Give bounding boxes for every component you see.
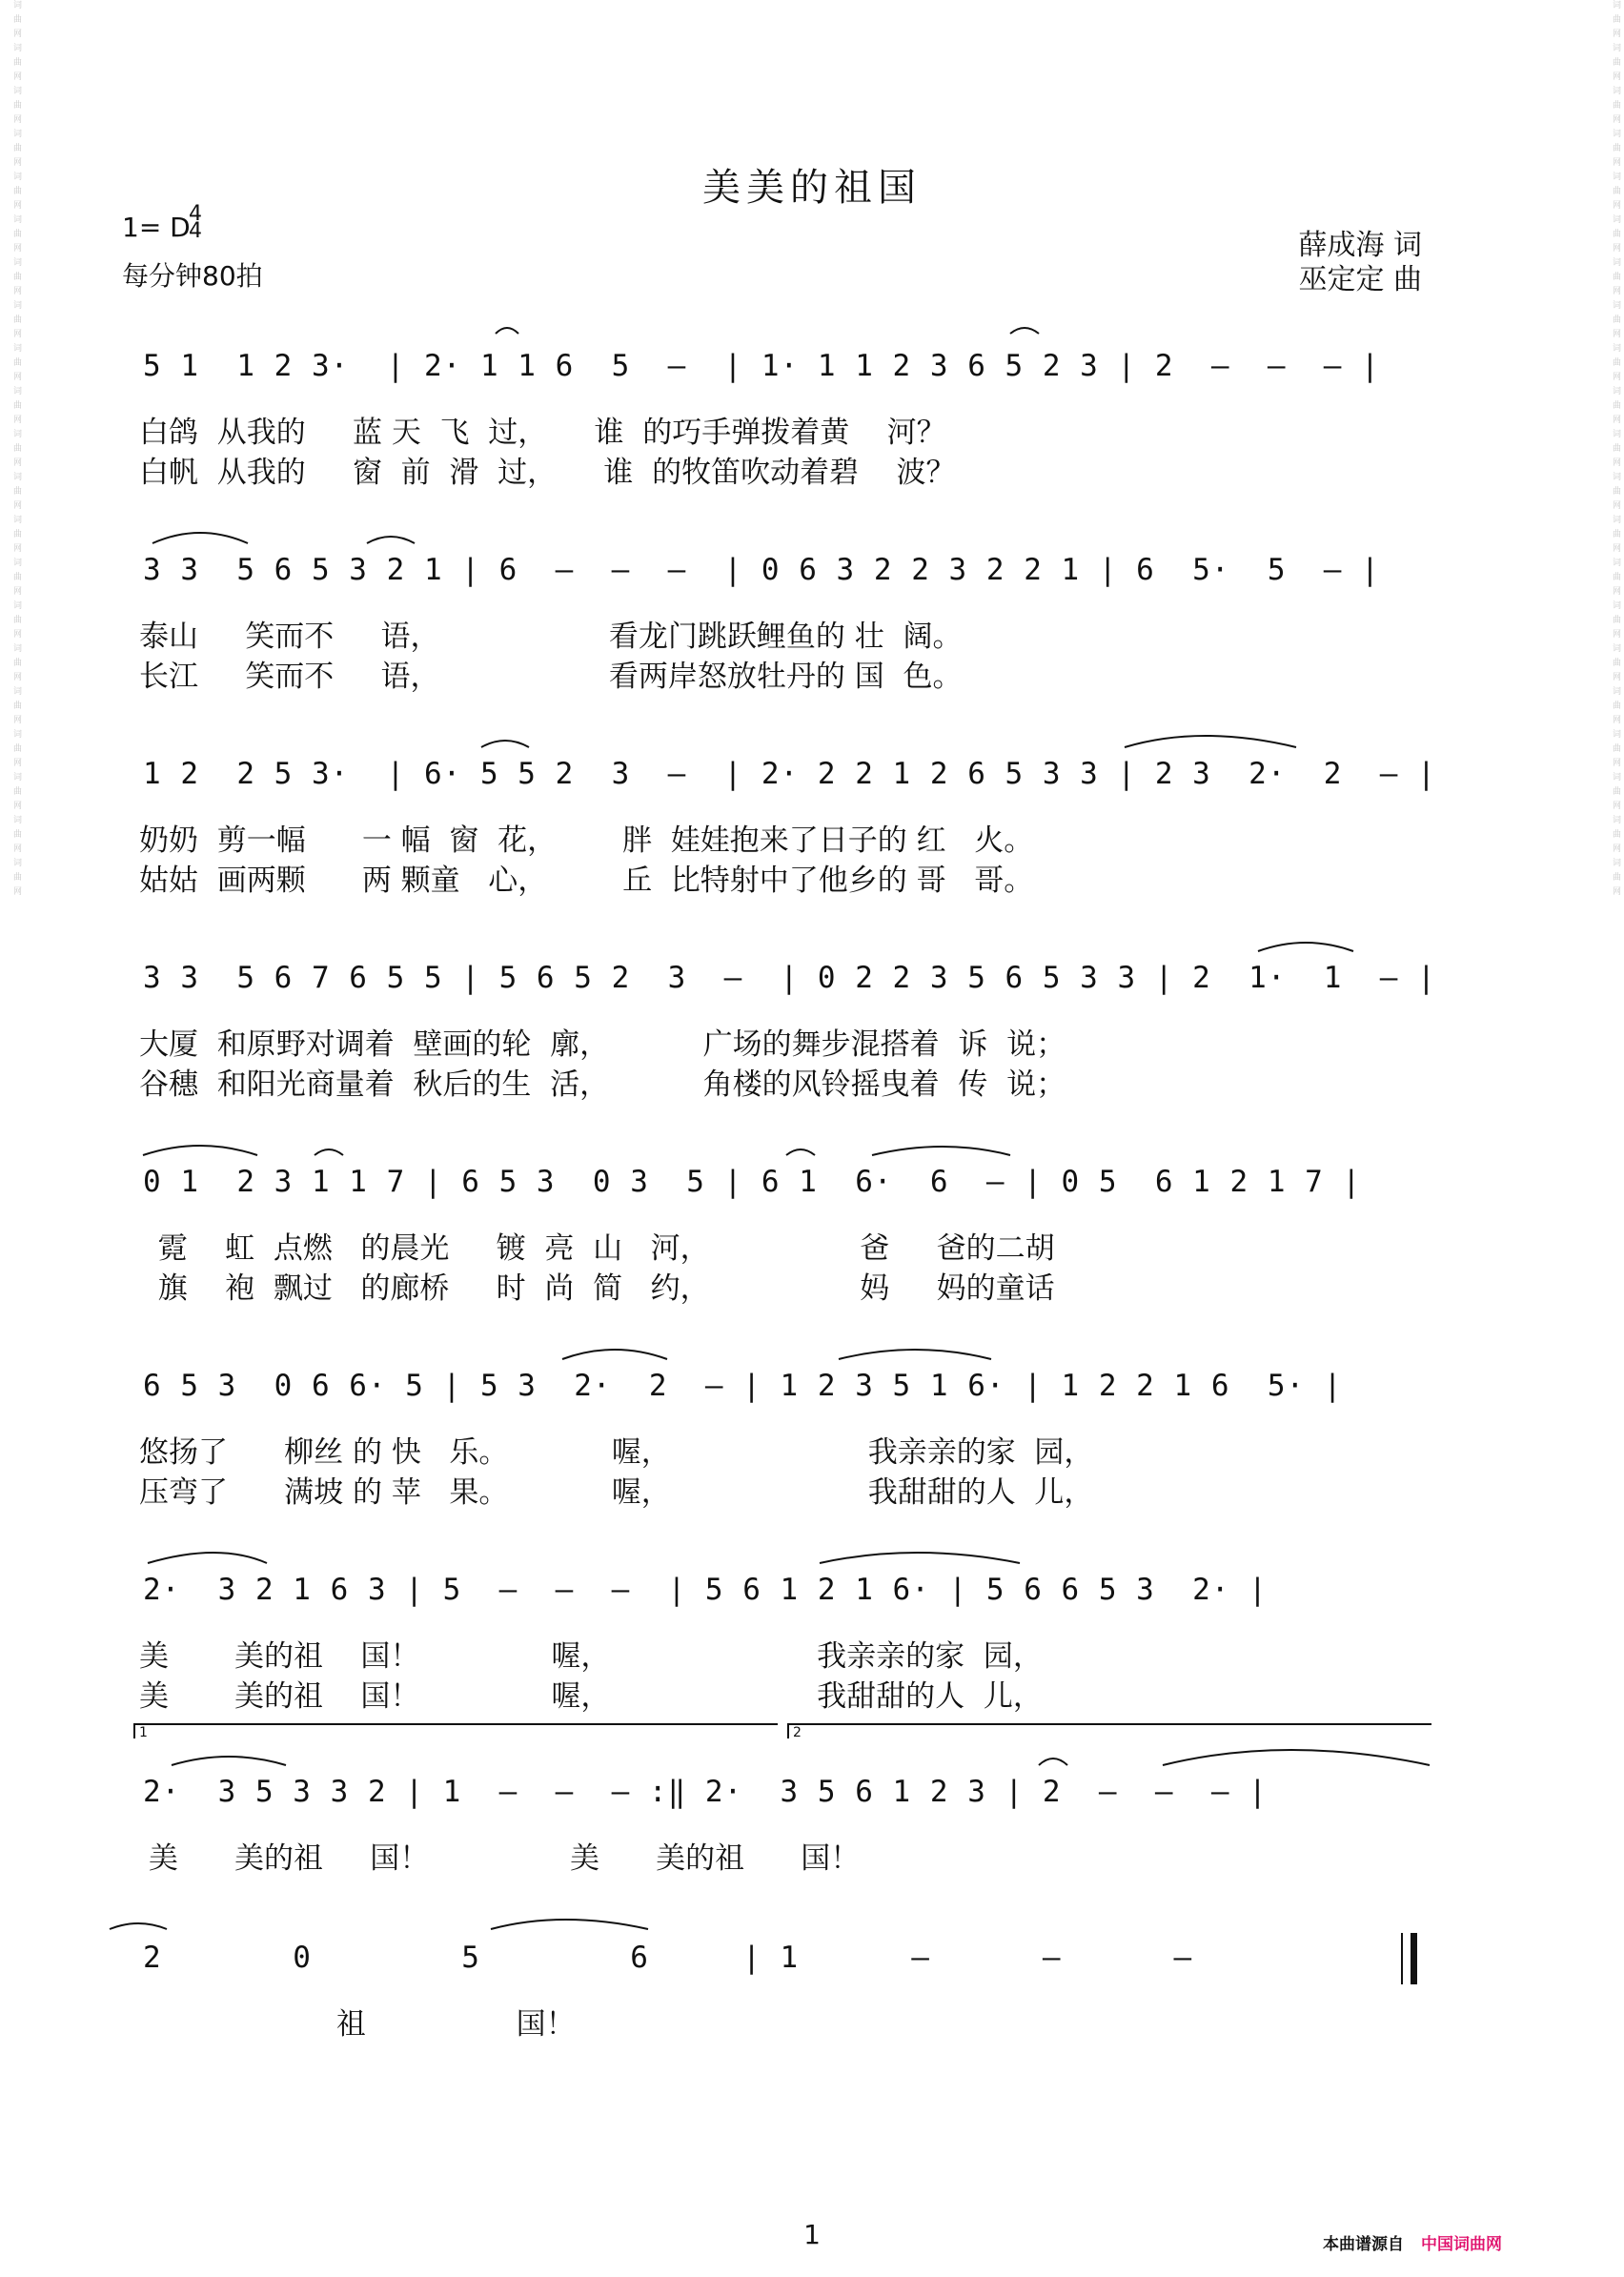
side-watermark-left: 词曲网词曲网词曲网词曲网词曲网词曲网词曲网词曲网词曲网词曲网词曲网词曲网词曲网词曲网词曲网词曲网词曲网词曲网词曲网词曲网词曲网 [11,0,21,901]
page-number: 1 [803,2219,821,2250]
lyric-line-6a: 悠扬了 柳丝 的 快 乐。 喔， 我亲亲的家 园， [139,1435,1094,1470]
time-signature-bottom: 4 [189,219,202,243]
notation-line-8: 2· 3 5 3 3 2 | 1 – – – :‖ 2· 3 5 6 1 2 3 | 2 – – – | [143,1775,1268,1809]
slur [367,537,415,543]
final-barline-thick [1411,1933,1417,1984]
volta-bracket-2 [787,1723,1431,1738]
slur [1163,1750,1430,1765]
slur [839,1350,991,1359]
lyric-line-8: 美 美的祖 国！ 美 美的祖 国！ [139,1841,861,1876]
time-signature-top: 4 [189,202,202,226]
slur [1258,943,1353,951]
lyric-line-2a: 泰山 笑而不 语， 看龙门跳跃鲤鱼的 壮 阔。 [139,620,963,654]
lyric-line-4a: 大厦 和原野对调着 壁画的轮 廓， 广场的舞步混搭着 诉 说； [139,1027,1066,1062]
notation-line-1: 5 1 1 2 3· | 2· 1 1 6 5 – | 1· 1 1 2 3 6 5 2 3 | 2 – – – | [143,349,1380,383]
slur [481,741,529,747]
lyric-line-2b: 长江 笑而不 语， 看两岸怒放牡丹的 国 色。 [139,660,963,694]
lyric-line-3b: 姑姑 画两颗 两 颗童 心， 丘 比特射中了他乡的 哥 哥。 [139,864,1034,898]
notation-line-6: 6 5 3 0 6 6· 5 | 5 3 2· 2 – | 1 2 3 5 1 6· | 1 2 2 1 6 5· | [143,1369,1343,1403]
notation-line-5: 0 1 2 3 1 1 7 | 6 5 3 0 3 5 | 6 1 6· 6 – | 0 5 6 1 2 1 7 | [143,1165,1362,1199]
notation-line-7: 2· 3 2 1 6 3 | 5 – – – | 5 6 1 2 1 6· | 5 6 6 5 3 2· | [143,1573,1268,1607]
lyric-line-1b: 白帆 从我的 窗 前 滑 过， 谁 的牧笛吹动着碧 波？ [139,456,956,490]
volta-bracket-1 [133,1723,778,1738]
slur [562,1350,667,1359]
notation-line-3: 1 2 2 5 3· | 6· 5 5 2 3 – | 2· 2 2 1 2 6 5 3 3 | 2 3 2· 2 – | [143,757,1436,791]
lyric-line-7b: 美 美的祖 国！ 喔， 我甜甜的人 儿， [139,1679,1043,1714]
slur [143,1146,257,1155]
source-brand-link[interactable]: 中国词曲网 [1421,2235,1502,2254]
time-signature [189,202,202,243]
lyric-line-5b: 旗 袍 飘过 的廊桥 时 尚 简 约， 妈 妈的童话 [139,1271,1055,1306]
slur [1125,736,1296,747]
final-barline-thin [1401,1933,1403,1984]
volta-number-2: 2 [793,1725,802,1740]
slur [172,1757,286,1765]
lyric-line-7a: 美 美的祖 国！ 喔， 我亲亲的家 园， [139,1639,1043,1674]
tie [1010,328,1039,334]
slur [872,1147,1010,1155]
notation-line-4: 3 3 5 6 7 6 5 5 | 5 6 5 2 3 – | 0 2 2 3 5 6 5 3 3 | 2 1· 1 – | [143,961,1436,995]
lyric-line-6b: 压弯了 满坡 的 苹 果。 喔， 我甜甜的人 儿， [139,1475,1094,1510]
slur [820,1553,1020,1563]
lyric-line-4b: 谷穗 和阳光商量着 秋后的生 活， 角楼的风铃摇曳着 传 说； [139,1067,1066,1102]
slur [148,1553,267,1563]
slur [786,1149,815,1155]
lyric-line-5a: 霓 虹 点燃 的晨光 镀 亮 山 河， 爸 爸的二胡 [139,1231,1055,1266]
slur [152,533,248,543]
slur [110,1923,167,1929]
lyric-line-3a: 奶奶 剪一幅 一 幅 窗 花， 胖 娃娃抱来了日子的 红 火。 [139,823,1034,858]
slur [315,1149,343,1155]
key-signature: 1= D [122,212,191,243]
slur [491,1920,648,1929]
slur [1039,1759,1067,1765]
volta-number-1: 1 [139,1725,148,1740]
tempo-marking: 每分钟80拍 [122,260,263,292]
source-credit [1323,2230,1502,2254]
composer-credit: 巫定定 曲 [1298,263,1422,296]
lyric-line-9: 祖 国！ [139,2007,576,2042]
score-title: 美美的祖国 [702,166,922,210]
lyricist-credit: 薛成海 词 [1298,229,1422,262]
notation-line-2: 3 3 5 6 5 3 2 1 | 6 – – – | 0 6 3 2 2 3 2 2 1 | 6 5· 5 – | [143,553,1380,587]
side-watermark-right: 词曲网词曲网词曲网词曲网词曲网词曲网词曲网词曲网词曲网词曲网词曲网词曲网词曲网词曲网词曲网词曲网词曲网词曲网词曲网词曲网词曲网 [1611,0,1620,901]
lyric-line-1a: 白鸽 从我的 蓝 天 飞 过， 谁 的巧手弹拨着黄 河？ [139,416,946,450]
tie [496,328,518,334]
source-label: 本曲谱源自 [1323,2235,1404,2254]
notation-line-9: 2 0 5 6 | 1 – – – [143,1941,1193,1975]
